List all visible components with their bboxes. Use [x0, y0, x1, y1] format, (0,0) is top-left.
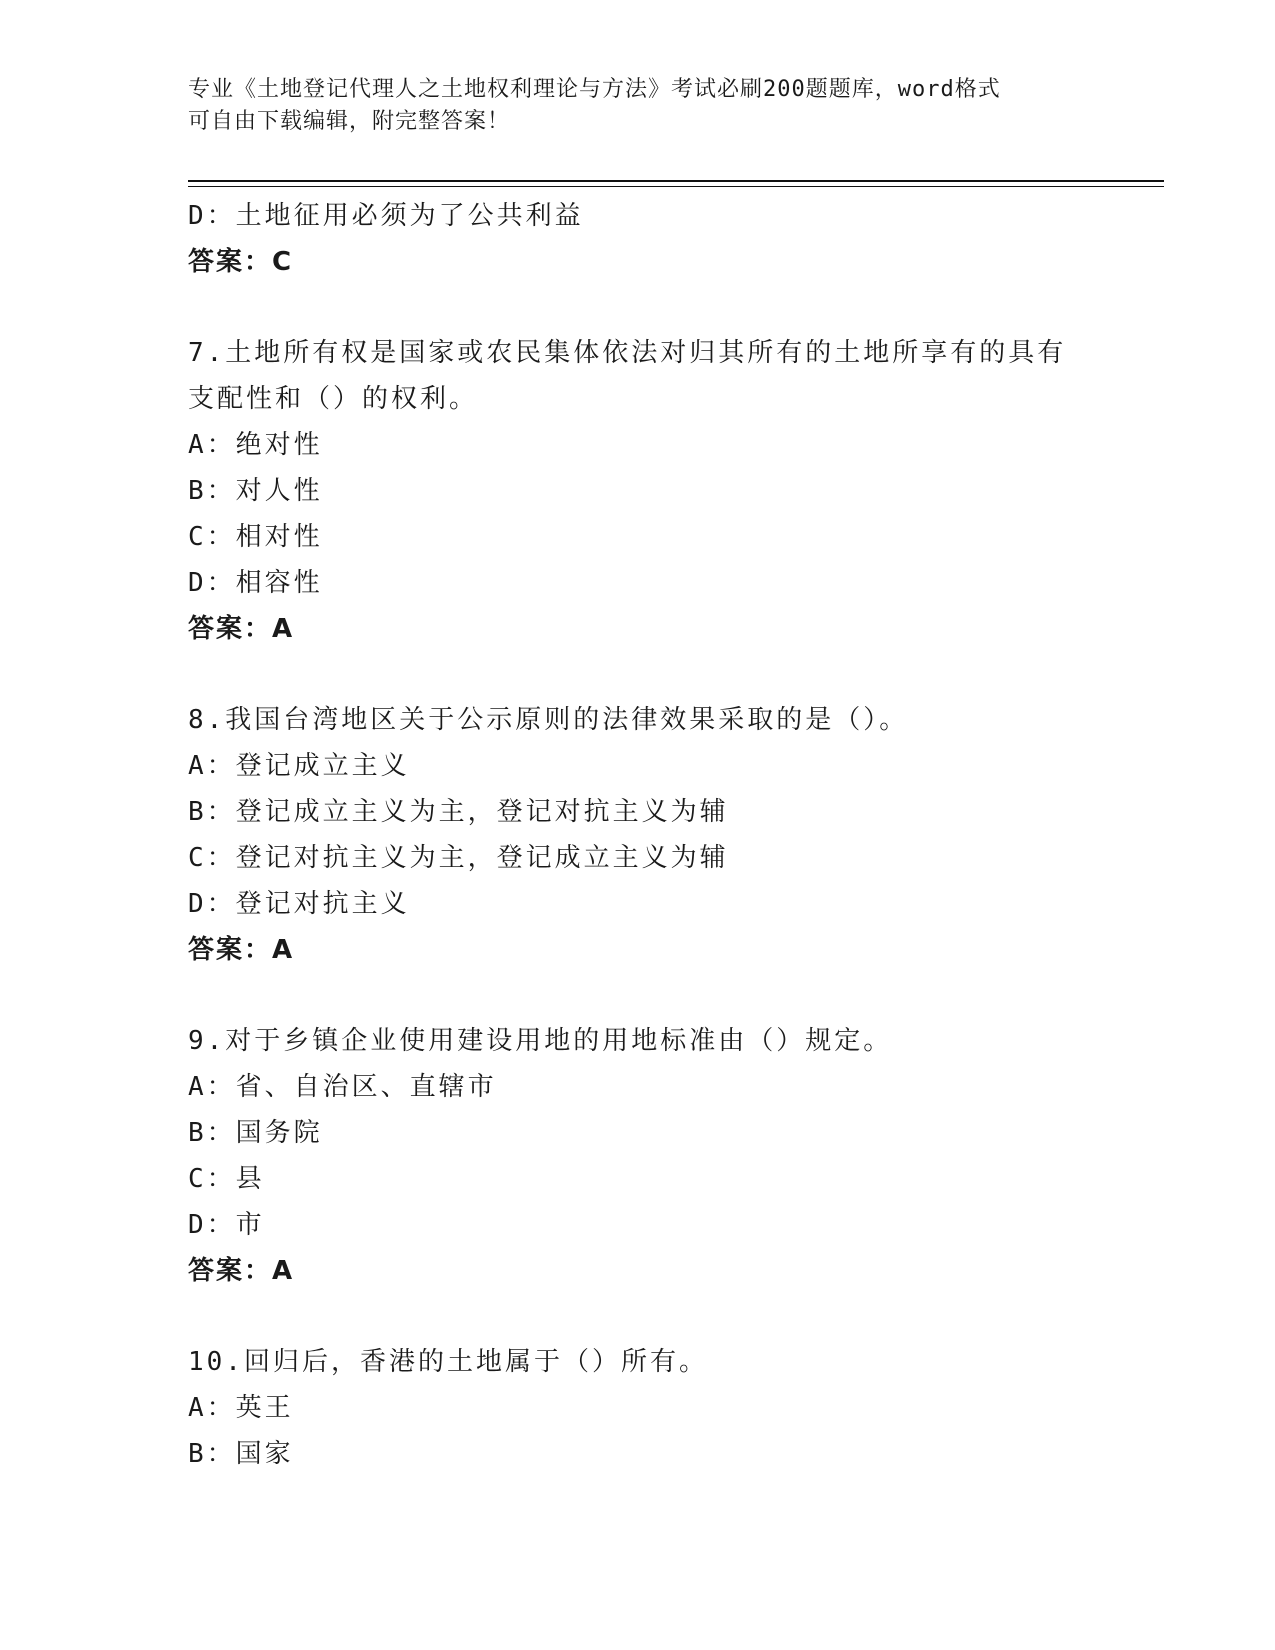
option-a: A：省、自治区、直辖市 — [188, 1072, 497, 1102]
option-b: B：登记成立主义为主，登记对抗主义为辅 — [188, 797, 729, 827]
question-stem: 9.对于乡镇企业使用建设用地的用地标准由（）规定。 — [188, 1026, 893, 1056]
header-divider-thick — [188, 180, 1164, 182]
option-c: C：相对性 — [188, 522, 323, 552]
header-line-2: 可自由下载编辑，附完整答案！ — [188, 109, 511, 134]
header-line-1: 专业《土地登记代理人之土地权利理论与方法》考试必刷200题题库，word格式 — [188, 77, 1001, 102]
document-header — [188, 74, 1088, 138]
option-a: A：绝对性 — [188, 430, 323, 460]
option-d: D：相容性 — [188, 568, 323, 598]
question-stem: 10.回归后，香港的土地属于（）所有。 — [188, 1347, 708, 1377]
option-c: C：登记对抗主义为主，登记成立主义为辅 — [188, 843, 729, 873]
option-b: B：国务院 — [188, 1118, 323, 1148]
question-stem-cont: 支配性和（）的权利。 — [188, 384, 479, 414]
spacer — [188, 652, 1148, 697]
option-b: B：对人性 — [188, 476, 323, 506]
spacer — [188, 1294, 1148, 1339]
option-d: D：登记对抗主义 — [188, 889, 410, 919]
spacer — [188, 973, 1148, 1018]
answer: 答案：A — [188, 614, 295, 644]
answer: 答案：A — [188, 1256, 295, 1286]
question-stem: 7.土地所有权是国家或农民集体依法对归其所有的土地所享有的具有 — [188, 338, 1067, 368]
question-stem: 8.我国台湾地区关于公示原则的法律效果采取的是（）。 — [188, 705, 909, 735]
answer: 答案：A — [188, 935, 295, 965]
question-list — [188, 193, 1148, 1477]
option-a: A：英王 — [188, 1393, 294, 1423]
option-c: C：县 — [188, 1164, 265, 1194]
option-d: D：市 — [188, 1210, 265, 1240]
question-10 — [188, 1339, 1148, 1477]
question-8 — [188, 697, 1148, 973]
spacer — [188, 285, 1148, 330]
header-divider-thin — [188, 186, 1164, 187]
option-a: A：登记成立主义 — [188, 751, 410, 781]
option-b: B：国家 — [188, 1439, 294, 1469]
prev-question-option-d: D：土地征用必须为了公共利益 — [188, 201, 584, 231]
question-9 — [188, 1018, 1148, 1294]
prev-question-answer: 答案：C — [188, 247, 294, 277]
question-7 — [188, 330, 1148, 652]
